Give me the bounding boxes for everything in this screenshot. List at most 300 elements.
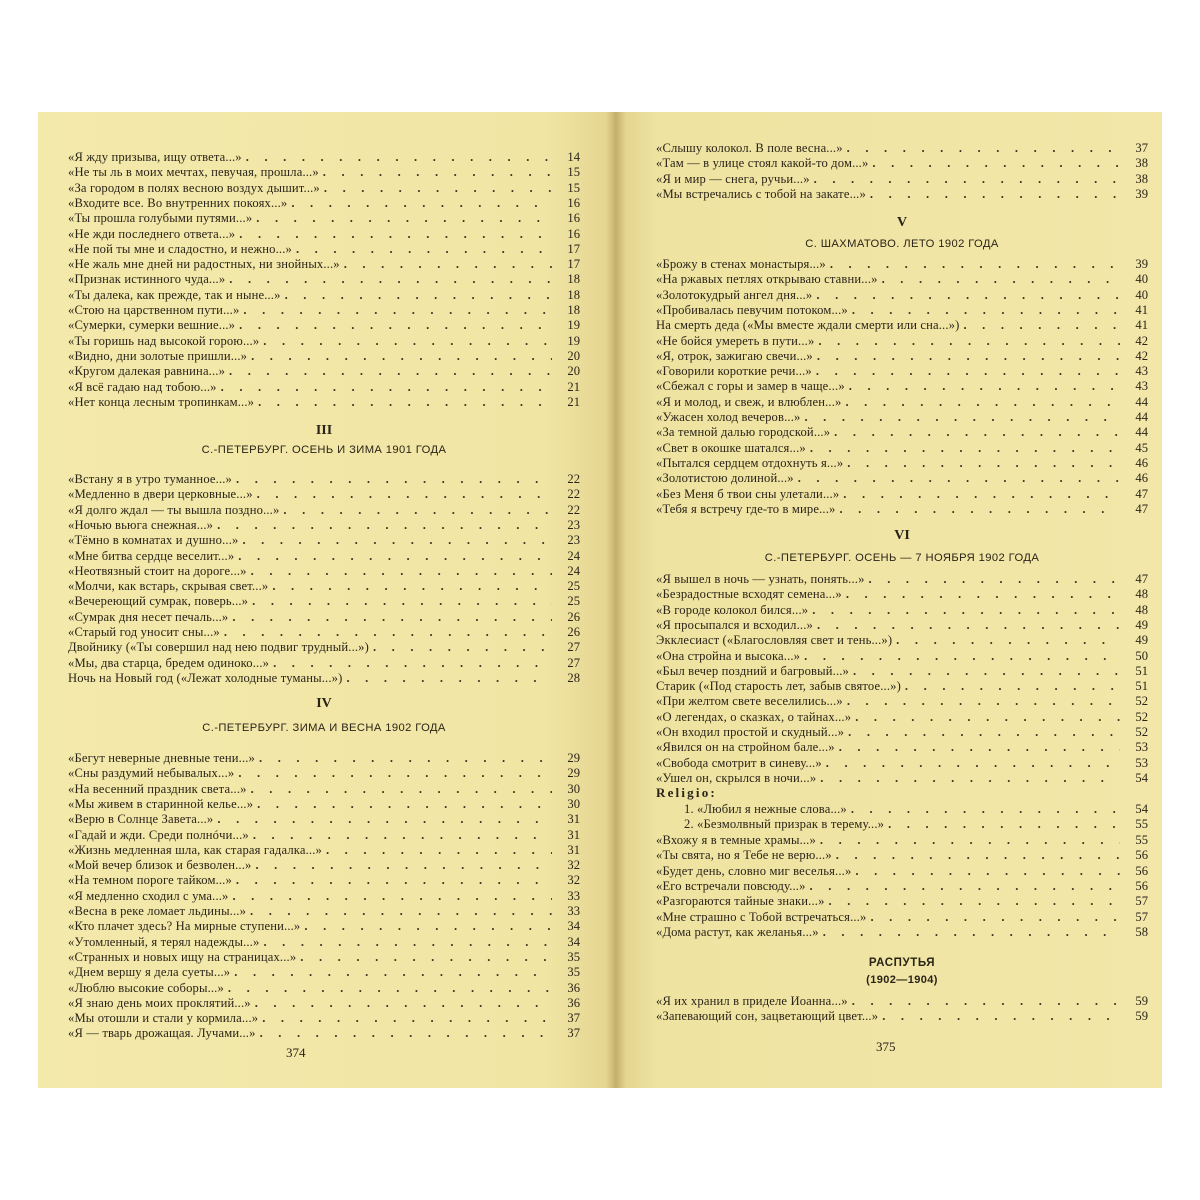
toc-entry bbox=[68, 564, 580, 579]
toc-entry bbox=[68, 257, 580, 272]
rasputya-title: РАСПУТЬЯ bbox=[868, 957, 936, 969]
toc-entry-page: 41 bbox=[1135, 302, 1148, 317]
toc-entry-title: На смерть деда («Мы вместе ждали смерти или сна...») bbox=[656, 318, 960, 333]
toc-entry bbox=[656, 910, 1148, 925]
toc-entry bbox=[68, 828, 580, 843]
toc-entry-title: «Мы встречались с тобой на закате...» bbox=[656, 186, 866, 201]
toc-entry-page: 44 bbox=[1135, 410, 1148, 424]
dot-leader bbox=[263, 334, 552, 349]
toc-entry-page: 37 bbox=[567, 1011, 580, 1026]
toc-entry-title: «Ужасен холод вечеров...» bbox=[656, 410, 801, 424]
toc-entry bbox=[656, 664, 1148, 679]
toc-entry bbox=[656, 156, 1148, 171]
dot-leader bbox=[855, 864, 1120, 879]
toc-entry-title: «Ночью вьюга снежная...» bbox=[68, 517, 214, 532]
toc-entry-page: 20 bbox=[567, 364, 580, 379]
toc-entry-title: «Ты свята, но я Тебе не верю...» bbox=[656, 848, 832, 863]
dot-leader bbox=[258, 395, 552, 410]
toc-entry-page: 21 bbox=[567, 379, 580, 394]
toc-entry-page: 27 bbox=[567, 640, 580, 655]
toc-entry-page: 31 bbox=[567, 842, 580, 857]
dot-leader bbox=[324, 181, 552, 196]
dot-leader bbox=[229, 272, 552, 287]
dot-leader bbox=[804, 410, 1120, 425]
dot-leader bbox=[300, 950, 552, 965]
dot-leader bbox=[228, 981, 552, 996]
toc-entry bbox=[656, 471, 1148, 486]
toc-entry-page: 46 bbox=[1135, 471, 1148, 486]
toc-entry-title: «Кругом далекая равнина...» bbox=[68, 364, 226, 379]
toc-entry-title: 1. «Любил я нежные слова...» bbox=[684, 802, 847, 816]
toc-entry bbox=[656, 649, 1148, 664]
section-numeral: IV bbox=[316, 696, 332, 711]
dot-leader bbox=[259, 751, 552, 766]
toc-entry bbox=[68, 843, 580, 858]
dot-leader bbox=[238, 549, 552, 564]
dot-leader bbox=[798, 471, 1120, 486]
dot-leader bbox=[304, 919, 552, 934]
toc-entry-page: 46 bbox=[1135, 455, 1148, 470]
toc-entry-page: 22 bbox=[567, 487, 580, 502]
toc-entry-page: 17 bbox=[567, 257, 580, 272]
dot-leader bbox=[236, 472, 552, 487]
toc-entry-page: 32 bbox=[567, 858, 580, 873]
toc-entry-page: 26 bbox=[567, 625, 580, 639]
toc-entry-title: «Золотокудрый ангел дня...» bbox=[656, 287, 813, 302]
toc-entry-page: 20 bbox=[567, 348, 580, 363]
toc-entry bbox=[656, 679, 1148, 694]
dot-leader bbox=[256, 211, 552, 226]
toc-entry-title: «Его встречали повсюду...» bbox=[656, 878, 806, 893]
toc-entry bbox=[656, 925, 1148, 940]
religio-label: Religio: bbox=[656, 785, 717, 800]
right-page-contents bbox=[614, 112, 1162, 1088]
dot-leader bbox=[224, 625, 552, 640]
toc-entry-page: 34 bbox=[567, 919, 580, 934]
dot-leader bbox=[810, 441, 1120, 456]
toc-entry-title: «Свет в окошке шатался...» bbox=[656, 440, 806, 455]
toc-entry bbox=[68, 965, 580, 980]
toc-entry-title: «Стою на царственном пути...» bbox=[68, 303, 240, 317]
toc-entry-page: 49 bbox=[1135, 633, 1148, 648]
dot-leader bbox=[234, 965, 552, 980]
toc-entry bbox=[68, 782, 580, 797]
toc-entry-title: «Я жду призыва, ищу ответа...» bbox=[68, 150, 242, 164]
toc-entry-title: «Он входил простой и скудный...» bbox=[656, 725, 845, 739]
toc-entry-title: «Я вышел в ночь — узнать, понять...» bbox=[656, 572, 865, 586]
dot-leader bbox=[872, 156, 1120, 171]
toc-entry-title: «Неотвязный стоит на дороге...» bbox=[68, 563, 247, 578]
toc-entry-title: «Мне страшно с Тобой встречаться...» bbox=[656, 909, 867, 924]
toc-entry-page: 27 bbox=[567, 655, 580, 670]
toc-entry bbox=[68, 181, 580, 196]
toc-entry-page: 42 bbox=[1135, 348, 1148, 363]
toc-entry-title: «Утомленный, я терял надежды...» bbox=[68, 934, 260, 949]
toc-entry-title: «Не ты ль в моих мечтах, певучая, прошла...» bbox=[68, 165, 319, 180]
toc-entry-page: 52 bbox=[1135, 694, 1148, 709]
toc-entry-page: 25 bbox=[567, 579, 580, 594]
dot-leader bbox=[344, 257, 552, 272]
dot-leader bbox=[217, 812, 552, 827]
dot-leader bbox=[870, 910, 1120, 925]
toc-entry bbox=[656, 618, 1148, 633]
toc-entry bbox=[656, 740, 1148, 755]
toc-entry-title: «Видно, дни золотые пришли...» bbox=[68, 348, 248, 363]
toc-entry-page: 51 bbox=[1135, 679, 1148, 694]
toc-entry-title: «Запевающий сон, зацветающий цвет...» bbox=[656, 1009, 879, 1024]
toc-entry bbox=[68, 579, 580, 594]
toc-entry bbox=[68, 227, 580, 242]
toc-entry bbox=[656, 272, 1148, 287]
toc-entry-title: «Я медленно сходил с ума...» bbox=[68, 888, 229, 903]
dot-leader bbox=[239, 227, 552, 242]
dot-leader bbox=[869, 572, 1120, 587]
toc-entry bbox=[68, 549, 580, 564]
toc-entry bbox=[68, 211, 580, 226]
toc-entry bbox=[68, 610, 580, 625]
dot-leader bbox=[251, 349, 552, 364]
toc-entry bbox=[68, 640, 580, 655]
dot-leader bbox=[262, 1011, 552, 1026]
toc-entry bbox=[656, 603, 1148, 618]
toc-entry bbox=[68, 150, 580, 165]
toc-entry bbox=[656, 572, 1148, 587]
dot-leader bbox=[847, 694, 1120, 709]
toc-entry bbox=[68, 671, 580, 686]
toc-entry bbox=[656, 487, 1148, 502]
toc-entry-page: 16 bbox=[567, 195, 580, 210]
dot-leader bbox=[817, 349, 1120, 364]
section-title: С. ШАХМАТОВО. ЛЕТО 1902 ГОДА bbox=[805, 238, 999, 250]
dot-leader bbox=[239, 318, 552, 333]
dot-leader bbox=[804, 649, 1120, 664]
toc-entry bbox=[68, 873, 580, 888]
toc-entry-title: «Ты горишь над высокой горою...» bbox=[68, 333, 260, 348]
toc-entry-page: 56 bbox=[1135, 878, 1148, 893]
toc-entry bbox=[656, 187, 1148, 202]
toc-entry-title: Экклесиаст («Благословляя свет и тень...») bbox=[656, 633, 893, 648]
toc-entry-title: «За городом в полях весною воздух дышит...» bbox=[68, 180, 320, 195]
toc-entry-page: 25 bbox=[567, 594, 580, 609]
dot-leader bbox=[373, 640, 552, 655]
toc-entry bbox=[68, 533, 580, 548]
section-title: С.-ПЕТЕРБУРГ. ОСЕНЬ — 7 НОЯБРЯ 1902 ГОДА bbox=[764, 552, 1040, 564]
dot-leader bbox=[820, 833, 1120, 848]
toc-entry-title: «Не пой ты мне и сладостно, и нежно...» bbox=[68, 241, 292, 256]
toc-entry-page: 17 bbox=[567, 241, 580, 256]
dot-leader bbox=[252, 594, 552, 609]
dot-leader bbox=[829, 894, 1120, 909]
toc-entry-title: «За темной далью городской...» bbox=[656, 425, 831, 440]
toc-entry-page: 58 bbox=[1135, 924, 1148, 939]
toc-entry bbox=[68, 889, 580, 904]
toc-entry-page: 56 bbox=[1135, 848, 1148, 863]
toc-entry-page: 31 bbox=[567, 812, 580, 827]
dot-leader bbox=[250, 904, 552, 919]
page-number: 374 bbox=[286, 1045, 306, 1060]
left-page-contents bbox=[38, 112, 616, 1088]
toc-entry-page: 16 bbox=[567, 211, 580, 226]
book-spread bbox=[38, 112, 1162, 1088]
toc-entry bbox=[684, 817, 1148, 832]
dot-leader bbox=[839, 740, 1120, 755]
toc-entry-page: 24 bbox=[567, 563, 580, 578]
toc-entry-page: 22 bbox=[567, 502, 580, 517]
toc-entry-page: 37 bbox=[1135, 141, 1148, 155]
dot-leader bbox=[847, 141, 1120, 156]
dot-leader bbox=[236, 873, 552, 888]
toc-entry bbox=[68, 395, 580, 410]
toc-entry bbox=[68, 272, 580, 287]
toc-entry-title: «Там — в улице стоял какой-то дом...» bbox=[656, 156, 869, 171]
toc-entry-title: «Она стройна и высока...» bbox=[656, 648, 801, 663]
toc-entry bbox=[68, 518, 580, 533]
toc-entry-page: 59 bbox=[1135, 1009, 1148, 1024]
toc-entry-page: 56 bbox=[1135, 863, 1148, 878]
toc-entry bbox=[68, 364, 580, 379]
dot-leader bbox=[839, 502, 1120, 517]
section-numeral: V bbox=[896, 215, 908, 230]
toc-entry-page: 52 bbox=[1135, 725, 1148, 739]
toc-entry bbox=[656, 1009, 1148, 1024]
toc-entry bbox=[68, 625, 580, 640]
dot-leader bbox=[818, 334, 1120, 349]
toc-entry-title: «Мне битва сердце веселит...» bbox=[68, 548, 235, 563]
toc-entry-title: «Мой вечер близок и безволен...» bbox=[68, 858, 252, 873]
toc-entry-title: «Не бойся умереть в пути...» bbox=[656, 333, 815, 348]
dot-leader bbox=[849, 379, 1120, 394]
toc-entry-page: 39 bbox=[1135, 186, 1148, 201]
toc-entry bbox=[68, 503, 580, 518]
toc-entry bbox=[656, 694, 1148, 709]
toc-entry bbox=[656, 879, 1148, 894]
toc-entry-page: 19 bbox=[567, 333, 580, 348]
toc-entry-page: 39 bbox=[1135, 257, 1148, 271]
dot-leader bbox=[251, 564, 552, 579]
toc-entry-page: 21 bbox=[567, 394, 580, 409]
dot-leader bbox=[852, 994, 1120, 1009]
toc-entry-page: 36 bbox=[567, 995, 580, 1010]
toc-entry bbox=[656, 456, 1148, 471]
toc-entry bbox=[68, 303, 580, 318]
toc-entry-title: «Странных и новых ищу на страницах...» bbox=[68, 949, 297, 964]
toc-entry bbox=[656, 441, 1148, 456]
toc-entry bbox=[656, 349, 1148, 364]
toc-entry-page: 33 bbox=[567, 904, 580, 918]
toc-entry-page: 47 bbox=[1135, 572, 1148, 586]
toc-entry bbox=[68, 472, 580, 487]
toc-entry-page: 15 bbox=[567, 180, 580, 195]
toc-entry-page: 54 bbox=[1135, 770, 1148, 785]
dot-leader bbox=[260, 1026, 552, 1041]
toc-entry-title: «Жизнь медленная шла, как старая гадалка...» bbox=[68, 842, 322, 857]
toc-entry-page: 40 bbox=[1135, 272, 1148, 287]
toc-entry-title: «Я всё гадаю над тобою...» bbox=[68, 379, 217, 394]
dot-leader bbox=[229, 364, 552, 379]
toc-entry-title: «Я — тварь дрожащая. Лучами...» bbox=[68, 1026, 256, 1041]
toc-entry-page: 41 bbox=[1135, 318, 1148, 333]
toc-entry-page: 24 bbox=[567, 548, 580, 563]
dot-leader bbox=[296, 242, 552, 257]
dot-leader bbox=[810, 879, 1120, 894]
dot-leader bbox=[255, 858, 552, 873]
toc-entry-page: 36 bbox=[567, 980, 580, 995]
toc-entry-page: 18 bbox=[567, 303, 580, 317]
toc-entry bbox=[68, 858, 580, 873]
toc-entry-title: «Ты прошла голубыми путями...» bbox=[68, 211, 253, 226]
dot-leader bbox=[816, 364, 1120, 379]
toc-entry-title: «Люблю высокие соборы...» bbox=[68, 980, 224, 995]
toc-entry-page: 48 bbox=[1135, 587, 1148, 602]
toc-entry bbox=[656, 395, 1148, 410]
toc-entry-page: 14 bbox=[567, 150, 580, 164]
page-number: 375 bbox=[876, 1039, 896, 1054]
toc-entry-page: 34 bbox=[567, 934, 580, 949]
toc-entry-page: 44 bbox=[1135, 425, 1148, 440]
section-title: С.-ПЕТЕРБУРГ. ОСЕНЬ И ЗИМА 1901 ГОДА bbox=[201, 444, 447, 456]
dot-leader bbox=[242, 533, 552, 548]
toc-entry bbox=[656, 303, 1148, 318]
toc-entry-title: «Пытался сердцем отдохнуть я...» bbox=[656, 455, 844, 470]
toc-entry-page: 18 bbox=[567, 287, 580, 302]
toc-entry-title: «Свобода смотрит в синеву...» bbox=[656, 755, 822, 770]
dot-leader bbox=[882, 1009, 1120, 1024]
toc-entry-title: «Весна в реке ломает льдины...» bbox=[68, 904, 247, 918]
toc-entry-page: 33 bbox=[567, 888, 580, 903]
dot-leader bbox=[263, 935, 552, 950]
toc-entry bbox=[68, 812, 580, 827]
toc-entry-title: «Тебя я встречу где-то в мире...» bbox=[656, 501, 836, 516]
toc-entry-title: «Сны раздумий небывалых...» bbox=[68, 766, 235, 781]
toc-entry-title: «Я их хранил в приделе Иоанна...» bbox=[656, 994, 848, 1008]
dot-leader bbox=[851, 802, 1120, 817]
dot-leader bbox=[843, 487, 1120, 502]
toc-entry-title: «Входите все. Во внутренних покоях...» bbox=[68, 195, 288, 210]
toc-entry bbox=[656, 257, 1148, 272]
dot-leader bbox=[882, 272, 1120, 287]
toc-entry bbox=[656, 848, 1148, 863]
toc-entry-title: «Дома растут, как желанья...» bbox=[656, 924, 819, 939]
toc-entry bbox=[656, 725, 1148, 740]
dot-leader bbox=[238, 766, 552, 781]
dot-leader bbox=[853, 664, 1120, 679]
toc-entry bbox=[656, 994, 1148, 1009]
toc-entry bbox=[68, 919, 580, 934]
toc-entry bbox=[656, 833, 1148, 848]
toc-entry-page: 29 bbox=[567, 766, 580, 781]
dot-leader bbox=[273, 656, 552, 671]
dot-leader bbox=[896, 633, 1120, 648]
toc-entry-page: 49 bbox=[1135, 617, 1148, 632]
toc-entry-title: «Сумерки, сумерки вешние...» bbox=[68, 318, 236, 333]
toc-entry bbox=[68, 904, 580, 919]
toc-entry-page: 32 bbox=[567, 873, 580, 888]
toc-entry-title: «Ушел он, скрылся в ночи...» bbox=[656, 770, 817, 785]
dot-leader bbox=[830, 257, 1120, 272]
toc-entry-page: 29 bbox=[567, 751, 580, 765]
toc-entry-title: Двойнику («Ты совершил над нею подвиг трудный...») bbox=[68, 640, 369, 655]
toc-entry bbox=[68, 751, 580, 766]
dot-leader bbox=[845, 395, 1120, 410]
toc-entry-page: 23 bbox=[567, 517, 580, 532]
toc-entry bbox=[68, 318, 580, 333]
dot-leader bbox=[257, 797, 552, 812]
toc-entry bbox=[656, 364, 1148, 379]
toc-entry-page: 52 bbox=[1135, 709, 1148, 724]
toc-entry bbox=[68, 594, 580, 609]
toc-entry-page: 18 bbox=[567, 272, 580, 287]
toc-entry-page: 28 bbox=[567, 670, 580, 685]
toc-entry-page: 51 bbox=[1135, 663, 1148, 678]
toc-entry-title: «Встану я в утро туманное...» bbox=[68, 472, 233, 486]
toc-entry-page: 53 bbox=[1135, 755, 1148, 770]
section-title: С.-ПЕТЕРБУРГ. ЗИМА И ВЕСНА 1902 ГОДА bbox=[202, 722, 446, 734]
toc-entry bbox=[68, 1011, 580, 1026]
toc-entry bbox=[68, 487, 580, 502]
toc-entry-page: 15 bbox=[567, 165, 580, 180]
toc-entry bbox=[68, 1026, 580, 1041]
dot-leader bbox=[221, 380, 552, 395]
toc-entry-title: «Говорили короткие речи...» bbox=[656, 364, 812, 379]
toc-entry bbox=[656, 379, 1148, 394]
dot-leader bbox=[814, 172, 1120, 187]
toc-entry-title: «Не жди последнего ответа...» bbox=[68, 226, 236, 241]
dot-leader bbox=[346, 671, 552, 686]
dot-leader bbox=[826, 756, 1120, 771]
toc-entry-title: «Медленно в двери церковные...» bbox=[68, 487, 253, 502]
toc-entry-page: 59 bbox=[1135, 994, 1148, 1008]
toc-entry-page: 45 bbox=[1135, 440, 1148, 455]
toc-entry-page: 38 bbox=[1135, 171, 1148, 186]
toc-entry-title: «Сумрак дня несет печаль...» bbox=[68, 609, 229, 624]
toc-entry bbox=[68, 349, 580, 364]
toc-entry-title: «Нет конца лесным тропинкам...» bbox=[68, 394, 255, 409]
toc-entry bbox=[656, 288, 1148, 303]
toc-entry-page: 38 bbox=[1135, 156, 1148, 171]
toc-entry-title: «Золотистою долиной...» bbox=[656, 471, 794, 486]
toc-entry bbox=[68, 196, 580, 211]
toc-entry-title: «Сбежал с горы и замер в чаще...» bbox=[656, 379, 845, 394]
dot-leader bbox=[820, 771, 1120, 786]
dot-leader bbox=[251, 782, 552, 797]
toc-entry-title: «На весенний праздник света...» bbox=[68, 781, 247, 796]
section-numeral: III bbox=[315, 423, 333, 438]
toc-entry bbox=[68, 334, 580, 349]
toc-entry bbox=[656, 864, 1148, 879]
dot-leader bbox=[847, 456, 1120, 471]
dot-leader bbox=[326, 843, 552, 858]
toc-entry-title: «Признак истинного чуда...» bbox=[68, 272, 226, 287]
dot-leader bbox=[272, 579, 552, 594]
toc-entry-page: 57 bbox=[1135, 909, 1148, 924]
toc-entry-page: 35 bbox=[567, 965, 580, 980]
dot-leader bbox=[232, 889, 552, 904]
toc-entry bbox=[656, 141, 1148, 156]
toc-entry-title: 2. «Безмолвный призрак в терему...» bbox=[684, 817, 885, 832]
dot-leader bbox=[291, 196, 552, 211]
dot-leader bbox=[812, 603, 1120, 618]
toc-entry-page: 42 bbox=[1135, 333, 1148, 348]
section-numeral: VI bbox=[894, 528, 910, 543]
toc-entry-title: «Вечереющий сумрак, поверь...» bbox=[68, 594, 249, 609]
toc-entry bbox=[656, 756, 1148, 771]
dot-leader bbox=[905, 679, 1120, 694]
dot-leader bbox=[323, 165, 552, 180]
toc-entry-title: «Явился он на стройном бале...» bbox=[656, 740, 835, 755]
toc-entry-page: 37 bbox=[567, 1026, 580, 1041]
dot-leader bbox=[963, 318, 1120, 333]
toc-entry bbox=[656, 894, 1148, 909]
